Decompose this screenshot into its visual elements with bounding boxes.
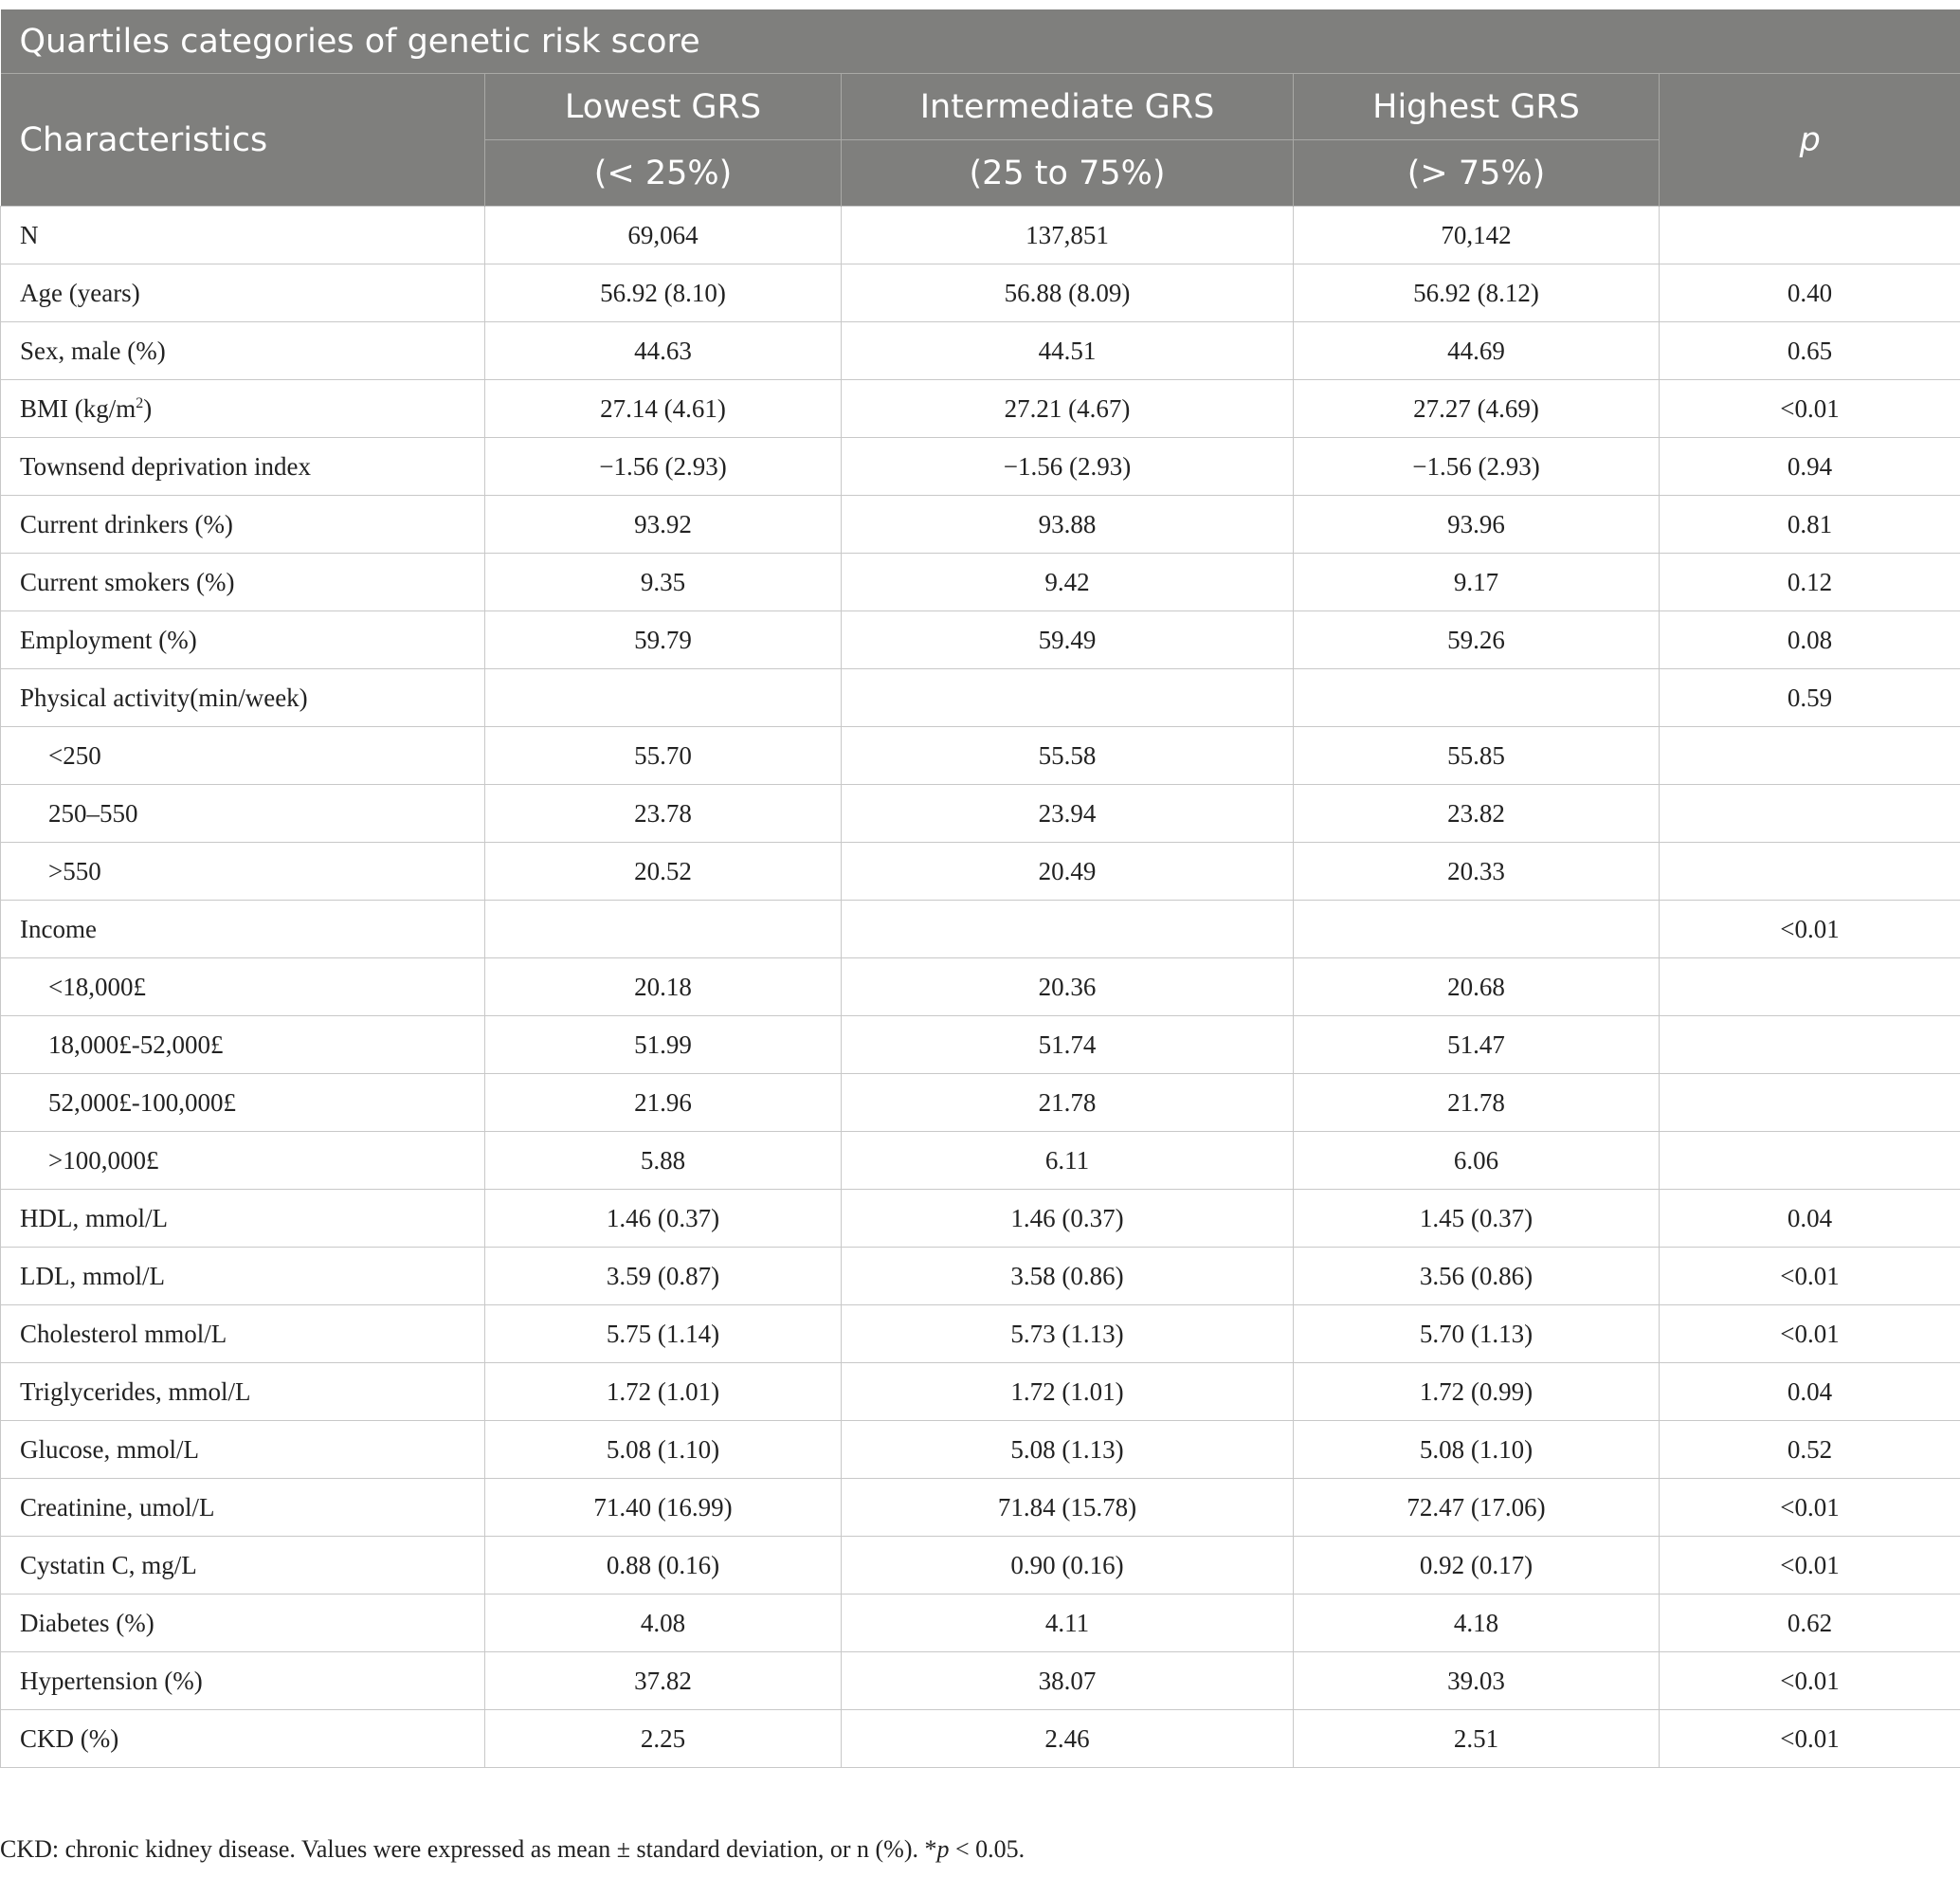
table-row (1, 843, 1960, 901)
cell-intermediate-grs: 59.49 (842, 611, 1294, 669)
cell-lowest-grs: −1.56 (2.93) (485, 438, 842, 496)
cell-p-value: 0.04 (1660, 1363, 1960, 1421)
row-label-text: N (20, 220, 39, 249)
cell-lowest-grs: 21.96 (485, 1074, 842, 1132)
table-caption: Quartiles categories of genetic risk score (1, 9, 1960, 74)
cell-intermediate-grs: 137,851 (842, 207, 1294, 264)
cell-intermediate-grs: 71.84 (15.78) (842, 1479, 1294, 1537)
header-characteristics: Characteristics (1, 74, 485, 207)
cell-p-value: <0.01 (1660, 1305, 1960, 1363)
cell-highest-grs: 3.56 (0.86) (1294, 1248, 1660, 1305)
table-footnote (0, 1835, 1025, 1864)
cell-highest-grs (1294, 901, 1660, 958)
cell-highest-grs: 44.69 (1294, 322, 1660, 380)
table-row (1, 322, 1960, 380)
table-row (1, 1074, 1960, 1132)
row-label (1, 1652, 485, 1710)
row-label-text: CKD (%) (20, 1723, 119, 1753)
row-label (1, 1305, 485, 1363)
cell-highest-grs: 5.08 (1.10) (1294, 1421, 1660, 1479)
cell-p-value: <0.01 (1660, 380, 1960, 438)
row-label-text: Townsend deprivation index (20, 451, 312, 481)
cell-highest-grs: 2.51 (1294, 1710, 1660, 1768)
cell-lowest-grs: 27.14 (4.61) (485, 380, 842, 438)
cell-highest-grs: 27.27 (4.69) (1294, 380, 1660, 438)
row-label (1, 1479, 485, 1537)
cell-intermediate-grs: 20.36 (842, 958, 1294, 1016)
cell-intermediate-grs: 5.73 (1.13) (842, 1305, 1294, 1363)
cell-intermediate-grs: 93.88 (842, 496, 1294, 554)
row-label-text: BMI (kg/m (20, 393, 136, 423)
cell-p-value: 0.52 (1660, 1421, 1960, 1479)
cell-lowest-grs: 56.92 (8.10) (485, 264, 842, 322)
row-label (1, 1537, 485, 1595)
cell-p-value (1660, 1016, 1960, 1074)
cell-intermediate-grs: −1.56 (2.93) (842, 438, 1294, 496)
header-lowest-grs: Lowest GRS (485, 74, 842, 140)
row-label (1, 1421, 485, 1479)
cell-p-value: <0.01 (1660, 1537, 1960, 1595)
row-label-text: Income (20, 914, 97, 943)
cell-highest-grs: 23.82 (1294, 785, 1660, 843)
cell-intermediate-grs: 4.11 (842, 1595, 1294, 1652)
cell-highest-grs: 20.68 (1294, 958, 1660, 1016)
table-caption-row (1, 9, 1960, 74)
cell-intermediate-grs: 44.51 (842, 322, 1294, 380)
cell-p-value: 0.59 (1660, 669, 1960, 727)
row-label-text: Employment (%) (20, 625, 197, 654)
cell-p-value: 0.62 (1660, 1595, 1960, 1652)
cell-p-value (1660, 843, 1960, 901)
cell-p-value (1660, 727, 1960, 785)
cell-lowest-grs: 20.18 (485, 958, 842, 1016)
row-label (1, 554, 485, 611)
cell-intermediate-grs: 21.78 (842, 1074, 1294, 1132)
table-row (1, 1132, 1960, 1190)
cell-intermediate-grs: 3.58 (0.86) (842, 1248, 1294, 1305)
row-label-superscript: 2 (136, 394, 144, 411)
cell-lowest-grs: 59.79 (485, 611, 842, 669)
table-row (1, 1479, 1960, 1537)
row-label (1, 727, 485, 785)
row-label-text: Physical activity(min/week) (20, 683, 308, 712)
cell-lowest-grs: 23.78 (485, 785, 842, 843)
table-row (1, 496, 1960, 554)
row-label (1, 438, 485, 496)
cell-p-value: 0.08 (1660, 611, 1960, 669)
cell-highest-grs: 21.78 (1294, 1074, 1660, 1132)
row-label (1, 785, 485, 843)
cell-intermediate-grs: 6.11 (842, 1132, 1294, 1190)
cell-p-value: 0.12 (1660, 554, 1960, 611)
cell-p-value: <0.01 (1660, 901, 1960, 958)
row-label-text: Current smokers (%) (20, 567, 235, 596)
row-label (1, 1710, 485, 1768)
row-label-text: Sex, male (%) (20, 336, 166, 365)
row-label-text: >550 (48, 856, 101, 885)
row-label-text: Cystatin C, mg/L (20, 1550, 197, 1579)
row-label (1, 1132, 485, 1190)
cell-p-value: <0.01 (1660, 1652, 1960, 1710)
row-label (1, 1363, 485, 1421)
table-row (1, 1190, 1960, 1248)
cell-intermediate-grs: 0.90 (0.16) (842, 1537, 1294, 1595)
cell-lowest-grs: 3.59 (0.87) (485, 1248, 842, 1305)
cell-p-value (1660, 1074, 1960, 1132)
cell-highest-grs: 5.70 (1.13) (1294, 1305, 1660, 1363)
cell-lowest-grs: 55.70 (485, 727, 842, 785)
header-highest-range: (> 75%) (1294, 140, 1660, 207)
row-label (1, 1595, 485, 1652)
table-row (1, 438, 1960, 496)
cell-lowest-grs: 1.72 (1.01) (485, 1363, 842, 1421)
table-row (1, 1016, 1960, 1074)
header-p-value: p (1660, 74, 1960, 207)
row-label-text: Age (years) (20, 278, 140, 307)
row-label-text: Current drinkers (%) (20, 509, 233, 538)
cell-p-value: 0.94 (1660, 438, 1960, 496)
table-row (1, 785, 1960, 843)
row-label-text: Triglycerides, mmol/L (20, 1376, 251, 1406)
table-row (1, 958, 1960, 1016)
row-label-text: Diabetes (%) (20, 1608, 154, 1637)
cell-highest-grs: 4.18 (1294, 1595, 1660, 1652)
table-row (1, 727, 1960, 785)
row-label (1, 901, 485, 958)
cell-intermediate-grs (842, 901, 1294, 958)
row-label-suffix: ) (143, 393, 153, 423)
row-label (1, 958, 485, 1016)
table-row (1, 207, 1960, 264)
row-label-text: Glucose, mmol/L (20, 1434, 199, 1464)
cell-intermediate-grs: 20.49 (842, 843, 1294, 901)
row-label-text: <18,000£ (48, 972, 146, 1001)
row-label (1, 611, 485, 669)
table-body (1, 207, 1960, 1768)
cell-p-value (1660, 785, 1960, 843)
cell-p-value: <0.01 (1660, 1479, 1960, 1537)
header-intermediate-grs: Intermediate GRS (842, 74, 1294, 140)
cell-p-value: 0.65 (1660, 322, 1960, 380)
row-label (1, 843, 485, 901)
row-label-text: 250–550 (48, 798, 138, 828)
row-label-text: >100,000£ (48, 1145, 159, 1175)
table-row (1, 611, 1960, 669)
row-label (1, 207, 485, 264)
row-label (1, 669, 485, 727)
row-label (1, 380, 485, 438)
cell-lowest-grs: 4.08 (485, 1595, 842, 1652)
cell-lowest-grs (485, 901, 842, 958)
table-row (1, 1537, 1960, 1595)
cell-lowest-grs: 51.99 (485, 1016, 842, 1074)
cell-intermediate-grs: 51.74 (842, 1016, 1294, 1074)
cell-lowest-grs: 2.25 (485, 1710, 842, 1768)
cell-highest-grs: 56.92 (8.12) (1294, 264, 1660, 322)
row-label-text: <250 (48, 740, 101, 770)
cell-intermediate-grs: 56.88 (8.09) (842, 264, 1294, 322)
footnote-tail: < 0.05. (949, 1835, 1025, 1863)
table-row (1, 380, 1960, 438)
footnote-p-symbol: p (936, 1835, 950, 1863)
cell-lowest-grs: 5.88 (485, 1132, 842, 1190)
cell-highest-grs: 55.85 (1294, 727, 1660, 785)
cell-highest-grs: 59.26 (1294, 611, 1660, 669)
cell-lowest-grs: 5.08 (1.10) (485, 1421, 842, 1479)
row-label-text: 52,000£-100,000£ (48, 1087, 236, 1117)
table-container (0, 9, 1960, 1768)
cell-lowest-grs: 20.52 (485, 843, 842, 901)
cell-lowest-grs: 5.75 (1.14) (485, 1305, 842, 1363)
row-label (1, 322, 485, 380)
table-row (1, 901, 1960, 958)
cell-highest-grs: 6.06 (1294, 1132, 1660, 1190)
cell-highest-grs: 51.47 (1294, 1016, 1660, 1074)
cell-lowest-grs: 0.88 (0.16) (485, 1537, 842, 1595)
cell-p-value: 0.81 (1660, 496, 1960, 554)
header-lowest-range: (< 25%) (485, 140, 842, 207)
cell-lowest-grs: 71.40 (16.99) (485, 1479, 842, 1537)
cell-intermediate-grs: 5.08 (1.13) (842, 1421, 1294, 1479)
cell-p-value (1660, 958, 1960, 1016)
row-label (1, 1074, 485, 1132)
cell-intermediate-grs: 27.21 (4.67) (842, 380, 1294, 438)
row-label (1, 1190, 485, 1248)
row-label-text: Cholesterol mmol/L (20, 1319, 227, 1348)
cell-lowest-grs (485, 669, 842, 727)
cell-highest-grs: 0.92 (0.17) (1294, 1537, 1660, 1595)
table-row (1, 1421, 1960, 1479)
cell-lowest-grs: 9.35 (485, 554, 842, 611)
table-row (1, 1710, 1960, 1768)
footnote-text: CKD: chronic kidney disease. Values were expressed as mean ± standard deviation, or n (%). * (0, 1835, 937, 1863)
cell-p-value: <0.01 (1660, 1248, 1960, 1305)
table-row (1, 264, 1960, 322)
cell-highest-grs: 9.17 (1294, 554, 1660, 611)
cell-intermediate-grs: 38.07 (842, 1652, 1294, 1710)
row-label (1, 264, 485, 322)
cell-highest-grs: 93.96 (1294, 496, 1660, 554)
row-label-text: Creatinine, umol/L (20, 1492, 215, 1522)
cell-p-value: 0.04 (1660, 1190, 1960, 1248)
table-row (1, 554, 1960, 611)
table-row (1, 1595, 1960, 1652)
row-label-text: HDL, mmol/L (20, 1203, 168, 1232)
row-label-text: 18,000£-52,000£ (48, 1030, 224, 1059)
cell-intermediate-grs: 1.46 (0.37) (842, 1190, 1294, 1248)
cell-intermediate-grs: 23.94 (842, 785, 1294, 843)
cell-lowest-grs: 93.92 (485, 496, 842, 554)
cell-highest-grs: 1.72 (0.99) (1294, 1363, 1660, 1421)
table-row (1, 1305, 1960, 1363)
header-intermediate-range: (25 to 75%) (842, 140, 1294, 207)
row-label (1, 496, 485, 554)
cell-intermediate-grs: 9.42 (842, 554, 1294, 611)
cell-highest-grs (1294, 669, 1660, 727)
cell-p-value: <0.01 (1660, 1710, 1960, 1768)
cell-p-value (1660, 1132, 1960, 1190)
characteristics-table (0, 9, 1960, 1768)
cell-intermediate-grs (842, 669, 1294, 727)
cell-p-value: 0.40 (1660, 264, 1960, 322)
row-label-text: Hypertension (%) (20, 1666, 203, 1695)
cell-intermediate-grs: 1.72 (1.01) (842, 1363, 1294, 1421)
row-label (1, 1016, 485, 1074)
cell-intermediate-grs: 2.46 (842, 1710, 1294, 1768)
cell-intermediate-grs: 55.58 (842, 727, 1294, 785)
cell-lowest-grs: 44.63 (485, 322, 842, 380)
table-row (1, 1363, 1960, 1421)
row-label (1, 1248, 485, 1305)
cell-highest-grs: −1.56 (2.93) (1294, 438, 1660, 496)
cell-lowest-grs: 37.82 (485, 1652, 842, 1710)
table-row (1, 1652, 1960, 1710)
cell-highest-grs: 1.45 (0.37) (1294, 1190, 1660, 1248)
cell-p-value (1660, 207, 1960, 264)
cell-lowest-grs: 1.46 (0.37) (485, 1190, 842, 1248)
cell-highest-grs: 72.47 (17.06) (1294, 1479, 1660, 1537)
row-label-text: LDL, mmol/L (20, 1261, 165, 1290)
header-highest-grs: Highest GRS (1294, 74, 1660, 140)
cell-lowest-grs: 69,064 (485, 207, 842, 264)
cell-highest-grs: 20.33 (1294, 843, 1660, 901)
header-row-groups (1, 74, 1960, 140)
cell-highest-grs: 39.03 (1294, 1652, 1660, 1710)
cell-highest-grs: 70,142 (1294, 207, 1660, 264)
table-row (1, 669, 1960, 727)
table-row (1, 1248, 1960, 1305)
